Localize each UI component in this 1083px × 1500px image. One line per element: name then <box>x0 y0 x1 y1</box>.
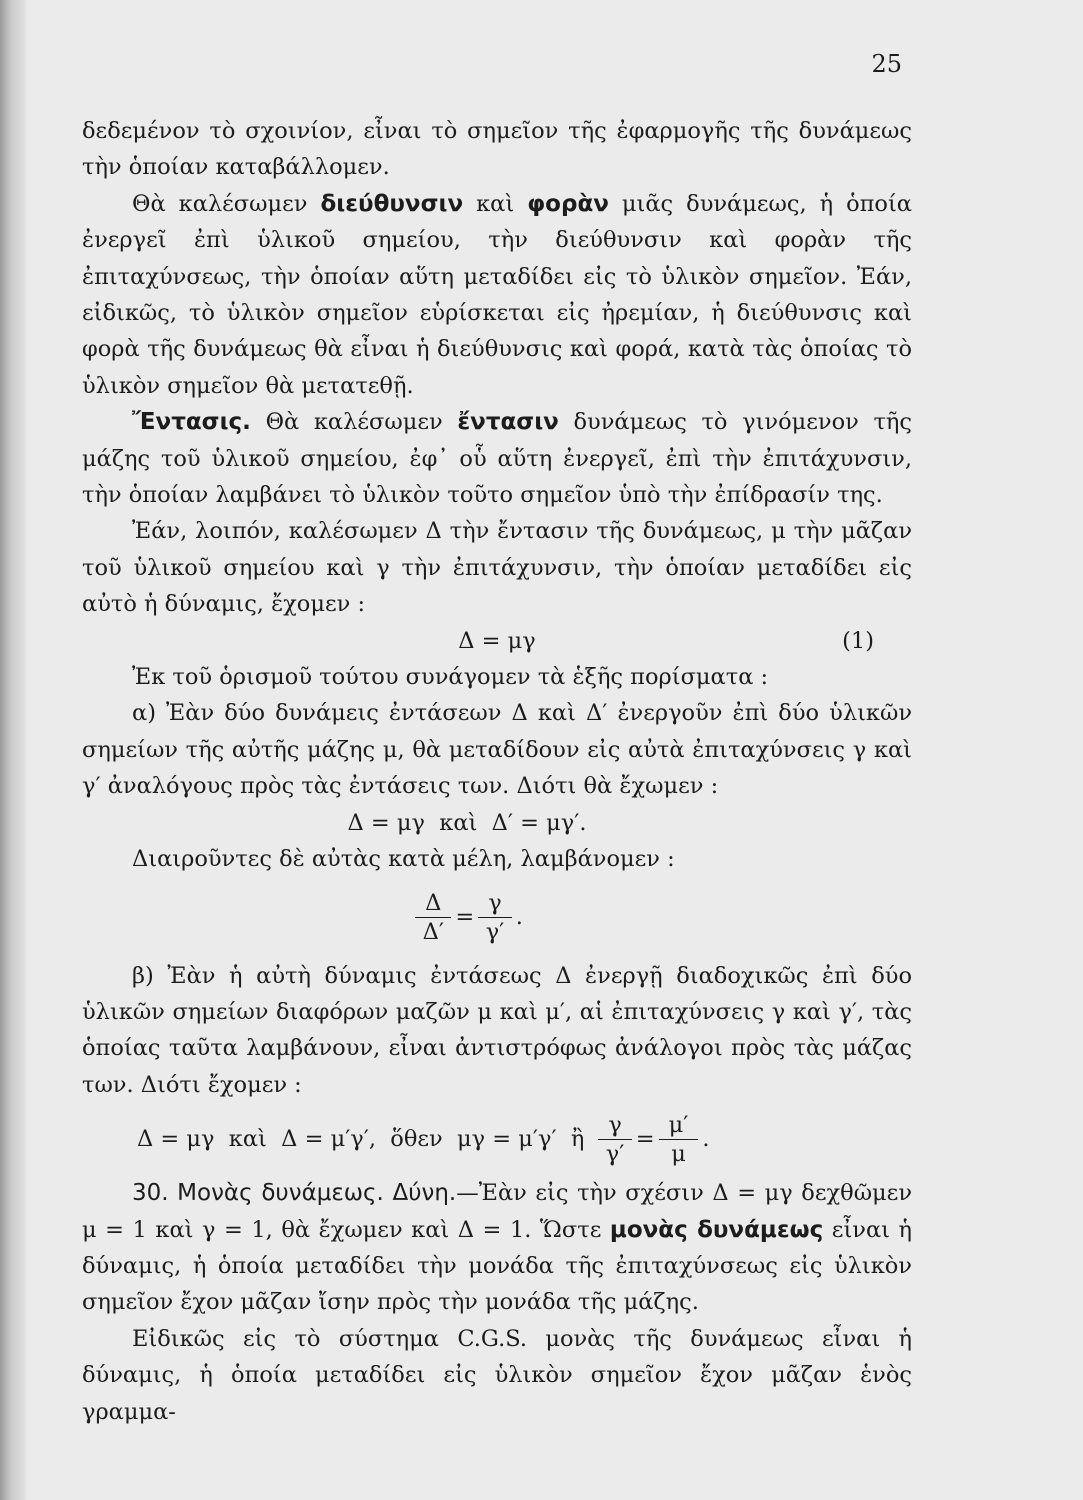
paragraph-division: Διαιροῦντες δὲ αὐτὰς κατὰ μέλη, λαμβάνομεν : <box>132 846 675 873</box>
equation-1-text: Δ = μγ <box>458 627 536 654</box>
paragraph-direction: Θὰ καλέσωμεν διεύθυνσιν καὶ φορὰν μιᾶς δυνάμεως, ἡ ὁποία ἐνεργεῖ ἐπὶ ὑλικοῦ σημείου, τὴν διεύθυνσιν καὶ φορὰν τῆς ἐπιταχύνσεως, τὴν ὁποίαν αὕτη μεταδίδει εἰς τὸ ὑλικὸν σημεῖον. Ἐάν, εἰδικῶς, τὸ ὑλικὸν σημεῖον εὑρίσκεται εἰς ἠρεμίαν, ἡ διεύθυνσις καὶ φορὰ τῆς δυνάμεως θὰ εἶναι ἡ διεύθυνσις καὶ φορά, κατὰ τὰς ὁποίας τὸ ὑλικὸν σημεῖον θὰ μετατεθῇ. <box>82 190 912 399</box>
paragraph-1: δεδεμένον τὸ σχοινίον, εἶναι τὸ σημεῖον τῆς ἐφαρμογῆς τῆς δυνάμεως τὴν ὁποίαν καταβάλλομεν. <box>82 118 912 181</box>
fraction-right: $\frac{\gamma}{\gamma'}$ <box>478 889 511 946</box>
equation-1 <box>82 623 912 659</box>
paragraph-cgs: Εἰδικῶς εἰς τὸ σύστημα C.G.S. μονὰς τῆς δυνάμεως εἶναι ἡ δύναμις, ἡ ὁποία μεταδίδει εἰς ὑλικὸν σημεῖον ἔχον μᾶζαν ἑνὸς γραμμα- <box>82 1325 912 1425</box>
page-number: 25 <box>871 50 902 78</box>
section-subheading: Δύνη. <box>392 1180 457 1207</box>
paragraph-corollaries: Ἐκ τοῦ ὁρισμοῦ τούτου συνάγομεν τὰ ἑξῆς πορίσματα : <box>132 664 769 691</box>
section-heading: Μονὰς δυνάμεως. <box>177 1180 384 1207</box>
term-direction: διεύθυνσιν <box>320 190 464 217</box>
paragraph-definition: Ἐάν, λοιπόν, καλέσωμεν Δ τὴν ἔντασιν τῆς δυνάμεως, μ τὴν μᾶζαν τοῦ ὑλικοῦ σημείου καὶ γ τὴν ἐπιτάχυνσιν, τὴν ὁποίαν μεταδίδει εἰς αὐτὸ ἡ δύναμις, ἔχομεν : <box>82 518 912 618</box>
fraction-gamma: $\frac{\gamma}{\gamma'}$ <box>598 1111 631 1168</box>
equation-2-text: Δ = μγ καὶ Δ′ = μγ′. <box>347 809 587 836</box>
heading-intensity: Ἔντασις. <box>132 409 251 436</box>
equation-2 <box>82 805 912 841</box>
paragraph-corollary-b: β) Ἐὰν ἡ αὐτὴ δύναμις ἐντάσεως Δ ἐνεργῇ διαδοχικῶς ἐπὶ δύο ὑλικῶν σημείων διαφόρων μαζῶν μ καὶ μ′, αἱ ἐπιταχύνσεις γ καὶ γ′, τὰς ὁποίας ταῦτα λαμβάνουν, εἶναι ἀντιστρόφως ἀνάλογοι πρὸς τὰς μάζας των. Διότι ἔχομεν : <box>82 962 912 1098</box>
binding-shadow <box>0 0 26 1500</box>
equation-1-number: (1) <box>842 627 874 654</box>
fraction-mass: $\frac{\mu'}{\mu}$ <box>659 1111 699 1168</box>
term-intensity: ἔντασιν <box>457 409 559 436</box>
paragraph-corollary-a: α) Ἐὰν δύο δυνάμεις ἐντάσεων Δ καὶ Δ′ ἐνεργοῦν ἐπὶ δύο ὑλικῶν σημείων τῆς αὐτῆς μάζης μ, θὰ μεταδίδουν εἰς αὐτὰ ἐπιταχύνσεις γ καὶ γ′ ἀναλόγους πρὸς τὰς ἐντάσεις των. Διότι θὰ ἔχωμεν : <box>82 700 912 800</box>
fraction-equation: $\frac{\Delta}{\Delta'}$ = $\frac{\gamma}{\gamma'}$ . <box>82 878 912 958</box>
fraction-left: $\frac{\Delta}{\Delta'}$ <box>415 889 451 946</box>
term-unit-of-force: μονὰς δυνάμεως <box>609 1216 824 1243</box>
equation-3: Δ = μγ καὶ Δ = μ′γ′, ὅθεν μγ = μ′γ′ ἢ $\frac{\gamma}{\gamma'}$ = $\frac{\mu'}{\mu}$ . <box>137 1111 710 1167</box>
paragraph-intensity: Ἔντασις. Θὰ καλέσωμεν ἔντασιν δυνάμεως τὸ γινόμενον τῆς μάζης τοῦ ὑλικοῦ σημείου, ἐφ᾽ οὗ αὕτη ἐνεργεῖ, ἐπὶ τὴν ἐπιτάχυνσιν, τὴν ὁποίαν λαμβάνει τὸ ὑλικὸν τοῦτο σημεῖον ὑπὸ τὴν ἐπίδρασίν της. <box>82 409 912 509</box>
body-text <box>82 113 912 1430</box>
paragraph-unit-of-force: 30. Μονὰς δυνάμεως. Δύνη.—Ἐὰν εἰς τὴν σχέσιν Δ = μγ δεχθῶμεν μ = 1 καὶ γ = 1, θὰ ἔχωμεν καὶ Δ = 1. Ὥστε μονὰς δυνάμεως εἶναι ἡ δύναμις, ἡ ὁποία μεταδίδει τὴν μονάδα τῆς ἐπιταχύνσεως εἰς ὑλικὸν σημεῖον ἔχον μᾶζαν ἴσην πρὸς τὴν μονάδα τῆς μάζης. <box>82 1180 912 1316</box>
term-sense: φορὰν <box>527 190 609 217</box>
section-number: 30. <box>132 1180 169 1207</box>
